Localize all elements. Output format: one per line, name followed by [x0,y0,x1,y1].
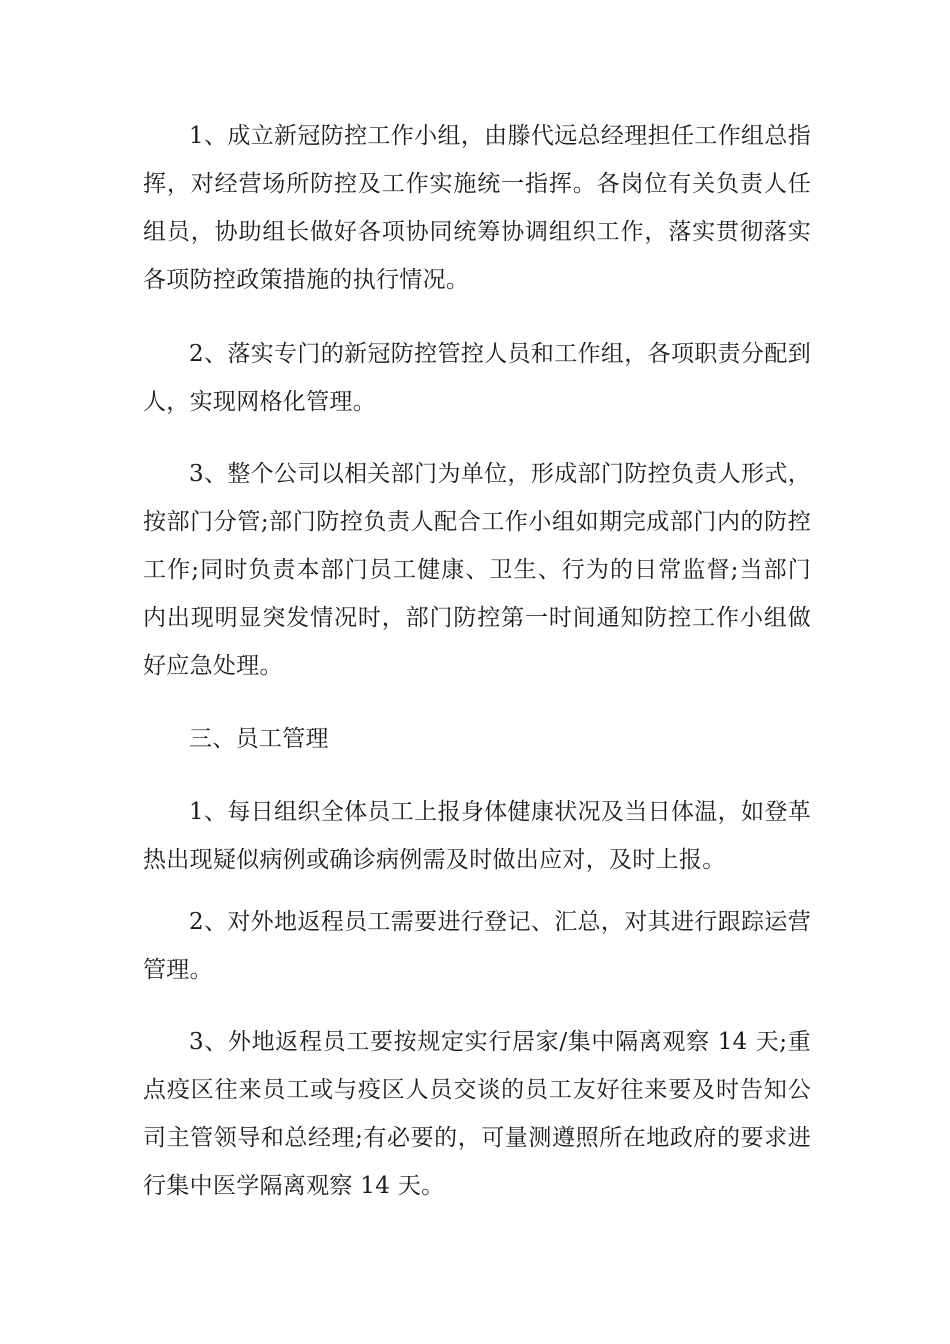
paragraph-2: 2、落实专门的新冠防控管控人员和工作组，各项职责分配到人，实现网格化管理。 [143,341,811,415]
paragraph-4: 1、每日组织全体员工上报身体健康状况及当日体温，如登革热出现疑似病例或确诊病例需及时做出应对，及时上报。 [143,799,811,873]
paragraph-1: 1、成立新冠防控工作小组，由滕代远总经理担任工作组总指挥，对经营场所防控及工作实施统一指挥。各岗位有关负责人任组员，协助组长做好各项协同统筹协调组织工作，落实贯彻落实各项防控政策措施的执行情况。 [143,123,811,293]
paragraph-3: 3、整个公司以相关部门为单位，形成部门防控负责人形式，按部门分管;部门防控负责人配合工作小组如期完成部门内的防控工作;同时负责本部门员工健康、卫生、行为的日常监督;当部门内出现明显突发情况时，部门防控第一时间通知防控工作小组做好应急处理。 [143,461,811,679]
section-heading: 三、员工管理 [189,726,329,752]
paragraph-6: 3、外地返程员工要按规定实行居家/集中隔离观察 14 天;重点疫区往来员工或与疫区人员交谈的员工友好往来要及时告知公司主管领导和总经理;有必要的，可量测遵照所在地政府的要求进行集中医学隔离观察 14 天。 [143,1029,811,1199]
paragraph-5: 2、对外地返程员工需要进行登记、汇总，对其进行跟踪运营管理。 [143,909,811,983]
